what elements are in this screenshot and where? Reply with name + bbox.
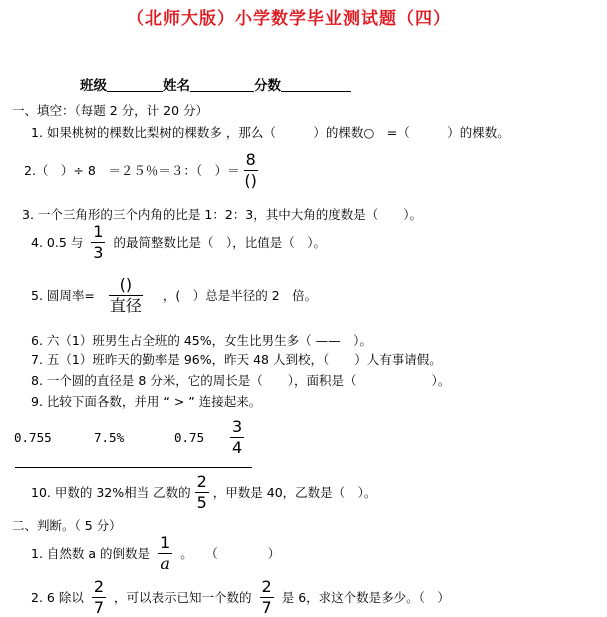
- question-6: 6. 六（1）班男生占全班的 45%，女生比男生多（ —— ）。: [31, 333, 372, 348]
- judgement-2-fraction-b: [260, 576, 274, 617]
- judgement-2: [31, 577, 450, 617]
- question-9: 9. 比较下面各数，并用 “ > ” 连接起来。: [31, 394, 262, 409]
- value-1: 0.755: [14, 429, 52, 445]
- question-5-fraction: [109, 274, 143, 315]
- judgement-1-text-post: 。 （ ）: [180, 546, 281, 561]
- value-4-fraction: [230, 416, 244, 457]
- student-info-line: [80, 74, 351, 94]
- question-9-values: [14, 416, 248, 457]
- question-7: 7. 五（1）班昨天的勤率是 96%，昨天 48 人到校，（ ）人有事请假。: [31, 352, 442, 367]
- class-label: 班级: [80, 78, 107, 94]
- judgement-1: [31, 532, 281, 573]
- question-10-text-pre: 10. 甲数的 32%相当 乙数的: [31, 485, 191, 500]
- judgement-2-fraction-a: [92, 576, 106, 617]
- name-blank[interactable]: [190, 77, 254, 92]
- judgement-2-text-mid: ，可以表示已知一个数的: [114, 590, 252, 605]
- fraction-denominator: 7: [261, 597, 272, 617]
- judgement-2-text-pre: 2. 6 除以: [31, 590, 84, 605]
- question-5-text-pre: 5. 圆周率=: [31, 288, 95, 303]
- page-title: （北师大版）小学数学毕业测试题（四）: [127, 9, 451, 29]
- question-10-text-post: ，甲数是 40，乙数是（ ）。: [212, 485, 377, 500]
- question-8: 8. 一个圆的直径是 8 分米，它的周长是（ ），面积是（ ）。: [31, 373, 451, 388]
- question-3: 3. 一个三角形的三个内角的比是 1：2：3，其中大角的度数是（ ）。: [22, 207, 422, 222]
- fraction-denominator: 5: [196, 492, 207, 512]
- fraction-numerator: 2: [196, 471, 207, 491]
- name-label: 姓名: [163, 78, 190, 94]
- score-label: 分数: [254, 78, 281, 94]
- question-1: 1. 如果桃树的棵数比梨树的棵数多 ，那么（ ）的棵数○ =（ ）的棵数。: [31, 125, 510, 140]
- fraction-denominator: a: [160, 553, 170, 573]
- fraction-denominator: 直径: [109, 295, 142, 315]
- question-5-text-post: ，( ）总是半径的 2 倍。: [162, 288, 318, 303]
- fraction-numerator: 3: [232, 416, 243, 436]
- fraction-numerator: 8: [245, 149, 256, 169]
- fraction-numerator: 1: [93, 221, 104, 241]
- section1-heading: 一、填空：（每题 2 分，计 20 分）: [12, 103, 209, 118]
- fraction-denominator: (): [244, 170, 257, 190]
- question-4-text-pre: 4. 0.5 与: [31, 235, 84, 250]
- question-2: [24, 150, 262, 190]
- fraction-numerator: 2: [261, 576, 272, 596]
- question-10-fraction: [195, 471, 209, 512]
- fraction-denominator: 3: [93, 242, 104, 262]
- value-3: 0.75: [174, 429, 205, 445]
- section2-heading: 二、判断。（ 5 分）: [12, 518, 122, 533]
- judgement-1-fraction: [158, 532, 172, 573]
- question-4: [31, 221, 326, 262]
- question-10: [31, 471, 377, 512]
- question-2-fraction: [244, 149, 258, 190]
- score-blank[interactable]: [281, 77, 351, 92]
- fraction-numerator: (): [119, 274, 133, 294]
- judgement-2-text-post: 是 6，求这个数是多少。（ ）: [281, 590, 450, 605]
- judgement-1-text-pre: 1. 自然数 a 的倒数是: [31, 546, 151, 561]
- question-5: [31, 275, 317, 315]
- answer-line[interactable]: [15, 467, 252, 468]
- fraction-denominator: 7: [93, 597, 105, 617]
- question-4-fraction: [91, 221, 105, 262]
- class-blank[interactable]: [107, 77, 163, 92]
- fraction-numerator: 2: [93, 576, 105, 596]
- question-2-text: 2.（ ）÷ 8 ＝２５％＝３：（ ）＝: [24, 163, 240, 178]
- fraction-denominator: 4: [232, 437, 243, 457]
- value-2: 7.5%: [94, 429, 125, 445]
- fraction-numerator: 1: [160, 532, 171, 552]
- question-4-text-post: 的最简整数比是（ ），比值是（ ）。: [113, 235, 326, 250]
